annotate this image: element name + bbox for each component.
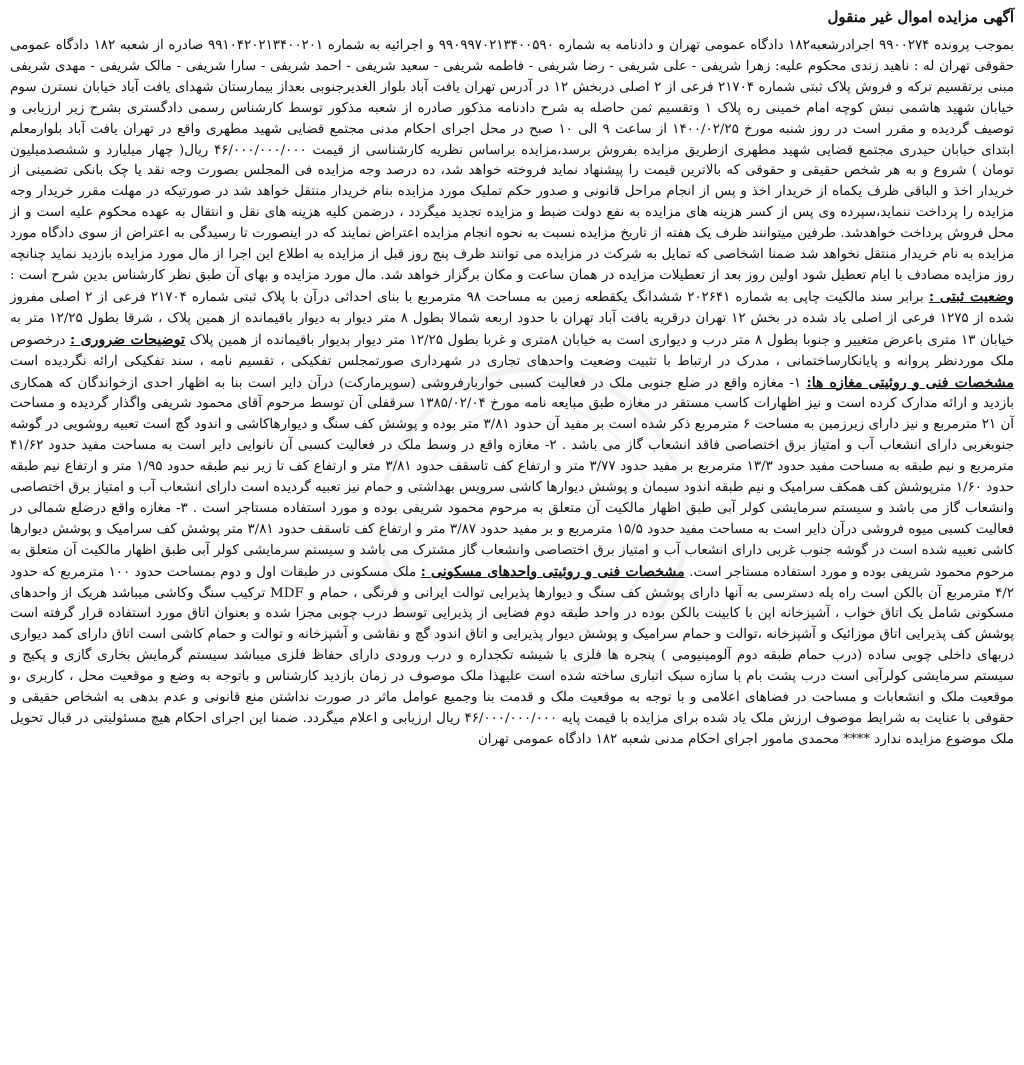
necessary-notes-text: درخصوص ملک موردنظر پروانه و پایانکارساختمانی ، مدرک در ارتباط با تثبیت وضعیت واحدهای تجاری در شهرداری صورتمجلس تفکیکی ، تقسیم نامه ، سند تفکیکی ارائه نگردیده است — [10, 332, 1014, 369]
notice-document — [8, 6, 1016, 1058]
residential-specs-text: ملک مسکونی در طبقات اول و دوم بمساحت حدود ۱۰۰ مترمربع که حدود ۴/۲ مترمربع آن بالکن است راه پله دسترسی به آنها دارای پوشش کف سنگ و دیوارها پذیرایی توالت ایرانی و فرنگی ، حمام و MDF ترکیب سنگ وکاشی میباشد هریک از واحدهای مسکونی شامل یک اتاق خواب ، آشپزخانه اپن با کابینت بالکن بوده در واحد طبقه دوم فضایی از پذیرایی توسط درب چوبی مجزا شده و بعنوان اتاق مورد استفاده قرار گرفته است پوشش کف پذیرایی اتاق موزائیک و آشپزخانه ،توالت و حمام سرامیک و پوشش دیوار پذیرایی و اتاق اندود گچ و نقاشی و آشپزخانه و توالت و حمام کاشی است اتاق دارای کمد دیواری دربهای داخلی چوبی ساده (درب حمام طبقه دوم آلومینیومی ) پنجره ها فلزی با شیشه تکجداره و درب ورودی دارای حفاظ فلزی میباشد سیستم گرمایش بخاری گازی و پکیج و سیستم سرمایشی کولرآبی است درب پشت بام با سازه سبک اتباری ساخته شده است علیهذا ملک موصوف در زمان بازدید کارشناس و باتوجه به وضع و موقعیت محل ، کاربری ،و موقعیت ملک و انشعابات و مساحت در فضاهای اعلامی و با توجه به موقعیت ملک و قدمت بنا وجمیع عوامل ماثر در صورت نداشتن منع قانونی و عدم بدهی به اشخاص حقیقی و حقوقی با عنایت به شرایط موصوف ارزش ملک یاد شده برای مزایده با قیمت پایه ۴۶/۰۰۰/۰۰۰/۰۰۰ ریال ارزیابی و اعلام میگردد. ضمنا این اجرای احکام هیچ مسئولیتی در قبال تحویل ملک موضوع مزایده ندارد **** محمدی مامور اجرای احکام مدنی شعبه ۱۸۲ دادگاه عمومی تهران — [10, 564, 1014, 747]
notice-intro-paragraph: بموجب پرونده ۹۹۰۰۲۷۴ اجرادرشعبه۱۸۲ دادگاه عمومی تهران و دادنامه به شماره ۹۹۰۹۹۷۰۲۱۳۴۰۰۵۹۰ و اجرائیه به شماره ۹۹۱۰۴۲۰۲۱۳۴۰۰۲۰۱ صادره از شعبه ۱۸۲ دادگاه عمومی حقوقی تهران له : ناهید زندی محکوم علیه: زهرا شریفی - علی شریفی - رضا شریفی - فاطمه شریفی - سعید شریفی - احمد شریفی - سارا شریفی - مالک شریفی - مهدی شریفی مبنی برتقسیم ترکه و فروش پلاک ثبتی شماره ۲۱۷۰۴ فرعی از ۲ اصلی دربخش ۱۲ در آدرس تهران یافت آباد بلوار الغدیرجنوبی بعداز بیمارستان شهدای یافت آباد خیابان نسترن سوم خیابان شهید هاشمی نبش کوچه امام خمینی ره پلاک ۱ وتقسیم ثمن حاصله به شرح دادنامه مذکور صادره از شعبه مذکور توسط کارشناس رسمی دادگستری بشرح زیر ارزیابی و توصیف گردیده و مقرر است در روز شنبه مورخ ۱۴۰۰/۰۲/۲۵ از ساعت ۹ الی ۱۰ صبح در محل اجرای احکام مدنی مجتمع قضایی شهید مطهری واقع در تهران یافت آباد بلوارمعلم ابتدای خیابان حیدری مجتمع قضایی شهید مطهری ازطریق مزایده بفروش برسد،مزایده براساس نظریه کارشناسی از قیمت ۴۶/۰۰۰/۰۰۰/۰۰۰ ریال( چهار میلیارد و ششصدمیلیون تومان ) شروع و به هر شخص حقیقی و حقوقی که بالاترین قیمت را پیشنهاد نماید فروخته خواهد شد، ده درصد وجه مزایده فی المجلس بصورت وجه نقد یا چک بانکی تضمینی از خریدار اخذ و الباقی ظرف یکماه از خریدار اخذ و پس از انجام مراحل قانونی و صدور حکم تملیک مورد مزایده بنام خریدار منتقل خواهد شد در صورتیکه در مهلت مقرر خریدار وجه مزایده را پرداخت ننماید،سپرده وی پس از کسر هزینه های مزایده به نفع دولت ضبط و مزایده تجدید میگردد ، درضمن کلیه هزینه های نقل و انتقال به عهده محکوم علیه است و از محل فروش پرداخت خواهدشد. طرفین میتوانند ظرف یک هفته از تاریخ مزایده نسبت به نحوه انجام مزایده اعتراض نمایند که در اینصورت تا رسیدگی به اعتراض از سوی دادگاه مورد مزایده به نام خریدار منتقل نخواهد شد ضمنا اشخاصی که تمایل به شرکت در مزایده می توانند ظرف پنج روز قبل از مزایده به اطلاع این اجرا از مال مورد مزایده بازدید نماید چنانچه روز مزایده مصادف با ایام تعطیل شود اولین روز بعد از تعطیلات مزایده در همان ساعت و مکان برگزار خواهد شد. مال مورد مزایده و بهای آن طبق نظر کارشناس بدین شرح است : — [10, 38, 1015, 283]
shops-specs-heading: مشخصات فنی و روئیتی مغازه ها: — [806, 374, 1014, 391]
notice-body — [8, 36, 1016, 751]
shops-specs-text: ۱- مغازه واقع در ضلع جنوبی ملک در فعالیت کسبی خواربارفروشی (سوپرمارکت) درآن دایر است بنا به اظهار احدی ازخواندگان که همکاری بازدید و ارائه مدارک کرده است و نیز اظهارات کاسب مستقر در مغازه طبق مبایعه نامه مورخ ۱۳۸۵/۰۲/۰۴ سرقفلی آن توسط مرحوم آقای محمود شریفی واگذار گردیده و مساحت آن ۲۱ مترمربع و نیز دارای زیرزمین به مساحت ۶ مترمربع ذکر شده است بر مفید آن حدود ۳/۸۱ متر بوده و پوشش کف سنگ و دیوارهاکاشی و اندود گچ است تعبیه روشویی در گوشه جنوبغربی دارای انشعاب آب و امتیاز برق اختصاصی فاقد انشعاب گاز می باشد . ۲- مغازه واقع در وسط ملک در فعالیت کسبی آن نانوایی دایر است به مساحت مفید حدود ۴۱/۶۲ مترمربع و نیم طبقه به مساحت مفید حدود ۱۳/۳ مترمربع بر مفید حدود ۳/۷۷ متر و ارتفاع کف تاسقف حدود ۳/۸۱ متر و ارتفاع کف تا زیر نیم طبقه حدود ۱/۹۵ متر و ارتفاع نیم طبقه حدود ۱/۶۰ مترپوشش کف همکف سرامیک و نیم طبقه اندود سیمان و پوشش دیوارها کاشی سرویس بهداشتی و حمام نیز تعبیه گردیده است دارای انشعاب آب و امتیاز برق اختصاصی وانشعاب گاز می باشد و سیستم سرمایشی کولر آبی طبق اظهار مالکیت آن متعلق به مرحوم محمود شریفی بوده و مورد استفاده مستاجر است . ۳- مغازه واقع درضلع شمالی در فعالیت کسبی میوه فروشی درآن دایر است به مساحت مفید حدود ۱۵/۵ مترمربع و بر مفید حدود ۳/۸۷ متر و ارتفاع کف تاسقف حدود ۳/۸۱ متر پوشش کف سرامیک و پوشش دیوارها کاشی تعبیه شده است در گوشه جنوب غربی دارای انشعاب آب و امتیاز برق اختصاصی وانشعاب گاز مشترک می باشد و سیستم سرمایشی کولر آبی طبق اظهار مالکیت آن متعلق به مرحوم محمود شریفی بوده و مورد استفاده مستاجر است. — [10, 375, 1015, 580]
necessary-notes-heading: توضیحات ضروری : — [70, 331, 185, 348]
residential-specs-heading: مشخصات فنی و روئیتی واحدهای مسکونی : — [420, 563, 685, 580]
registration-status-text: برابر سند مالکیت چاپی به شماره ۲۰۲۶۴۱ ششدانگ یکقطعه زمین به مساحت ۹۸ مترمربع با بنای احداثی درآن با پلاک ثبتی شماره ۲۱۷۰۴ فرعی از ۲ اصلی مفروز شده از ۱۲۷۵ فرعی از اصلی یاد شده در بخش ۱۲ تهران درقریه یافت آباد تهران با حدود اربعه شمالا بطول ۸ متر دیوار به دیوار باقیمانده از همین پلاک ، شرقا بطول ۱۲/۲۵ متر به خیابان ۱۳ متری باعرض متغییر و جنوبا بطول ۸ متر درب و دیواری است به خیابان ۸متری و غربا بطول ۱۲/۲۵ متر دیوار بدیوار باقیمانده از همین پلاک — [10, 289, 1014, 348]
registration-status-heading: وضعیت ثبتی : — [928, 288, 1014, 305]
notice-title: آگهی مزایده اموال غیر منقول — [827, 8, 1014, 26]
